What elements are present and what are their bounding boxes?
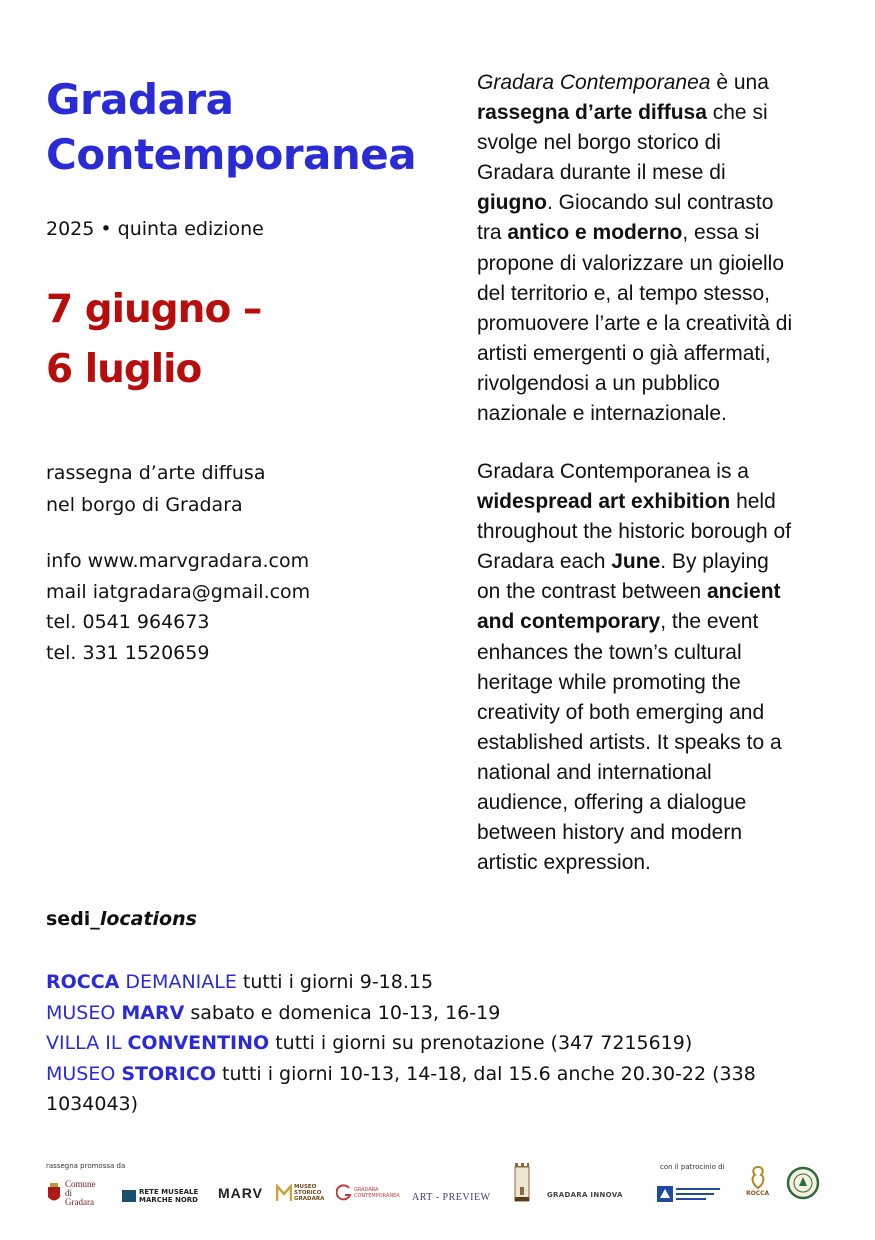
en-bold-fragment: widespread art exhibition (477, 490, 731, 514)
it-bold-fragment: rassegna d’arte diffusa (477, 101, 707, 125)
comune-gradara-logo (46, 1180, 101, 1207)
location-name-part: MUSEO (46, 1062, 122, 1085)
seal-patronage-logo (786, 1166, 820, 1200)
marv-logo (218, 1185, 263, 1201)
gc-logo-line-1: GRADARA (354, 1187, 379, 1193)
museo-logo-line-3: GRADARA (294, 1196, 325, 1202)
it-line: svolge nel borgo storico di (477, 131, 721, 155)
it-line: promuovere l’arte e la creatività di (477, 311, 793, 335)
location-hours: tutti i giorni su prenotazione (347 7215619) (269, 1032, 693, 1054)
it-line: nazionale e internazionale. (477, 402, 727, 426)
en-text-fragment: on the contrast between (477, 580, 707, 604)
rocca-logo-text: ROCCA (746, 1190, 770, 1197)
comune-logo-text: Comune di Gradara (65, 1179, 96, 1207)
it-text-fragment: è una (710, 71, 769, 94)
en-bold-fragment: and contemporary (477, 610, 661, 634)
location-hours: tutti i giorni 10-13, 14-18, dal 15.6 anche 20.30-22 (338 1034043) (46, 1062, 756, 1115)
tower-logo (512, 1163, 532, 1203)
it-bold-fragment: antico e moderno (507, 221, 683, 245)
it-line: propone di valorizzare un gioiello (477, 251, 785, 275)
art-preview-logo (412, 1192, 491, 1203)
gradara-contemporanea-logo (336, 1184, 400, 1202)
locations-list (46, 967, 836, 1120)
locations-heading-italic: locations (99, 908, 197, 930)
it-text-fragment: che si (706, 101, 768, 125)
contact-phone-2: tel. 331 1520659 (46, 641, 210, 664)
it-line: Gradara durante il mese di (477, 161, 726, 185)
it-text-fragment: , essa si (682, 221, 760, 245)
en-text-fragment: Gradara each (477, 550, 612, 574)
en-line: between history and modern (477, 821, 742, 845)
seal-icon (786, 1166, 820, 1200)
dates-line-1: 7 giugno – (46, 287, 262, 332)
innova-logo-text: GRADARA INNOVA (547, 1191, 623, 1199)
location-hours: tutti i giorni 9-18.15 (236, 971, 434, 993)
gc-logo-line-2: CONTEMPORANEA (354, 1193, 400, 1199)
marv-logo-text: MARV (218, 1185, 263, 1201)
location-conventino (46, 1028, 836, 1059)
gradara-innova-logo (547, 1191, 623, 1199)
en-bold-fragment: ancient (707, 580, 781, 604)
location-museo-storico (46, 1059, 836, 1120)
it-line: rivolgendosi a un pubblico (477, 371, 720, 395)
en-line: throughout the historic borough of (477, 520, 792, 544)
en-line: enhances the town’s cultural (477, 640, 742, 664)
location-name-part: VILLA IL (46, 1032, 128, 1054)
regione-patronage-logo (657, 1184, 723, 1204)
page-title (46, 72, 446, 182)
patronage-label: con il patrocinio di (660, 1163, 725, 1171)
edition-label: 2025 • quinta edizione (46, 218, 264, 240)
contact-info (46, 546, 310, 668)
rocca-patronage-logo (746, 1166, 769, 1197)
en-text-fragment: held (730, 490, 776, 514)
title-line-1: Gradara (46, 75, 234, 124)
title-line-2: Contemporanea (46, 130, 417, 179)
location-hours: sabato e domenica 10-13, 16-19 (184, 1001, 501, 1024)
rete-museale-logo (122, 1188, 198, 1204)
art-preview-text: ART - PREVIEW (412, 1192, 491, 1203)
location-marv (46, 998, 836, 1029)
it-event-name: Gradara Contemporanea (477, 71, 711, 94)
english-description (477, 457, 837, 878)
it-line: artisti emergenti o già affermati, (477, 341, 771, 365)
location-name-part: DEMANIALE (119, 971, 237, 993)
tagline (46, 457, 265, 521)
locations-heading-bold: sedi_ (46, 908, 100, 930)
museo-storico-logo (276, 1184, 324, 1202)
en-line: heritage while promoting the (477, 670, 741, 694)
contact-website[interactable]: info www.marvgradara.com (46, 550, 310, 572)
en-line: established artists. It speaks to a (477, 730, 782, 754)
museo-logo-line-1: MUSEO (294, 1184, 317, 1190)
location-name-bold: CONVENTINO (127, 1032, 270, 1054)
promoted-by-label: rassegna promossa da (46, 1162, 126, 1170)
en-bold-fragment: June (611, 550, 661, 574)
en-line: Gradara Contemporanea is a (477, 460, 749, 483)
museo-m-icon (276, 1184, 292, 1202)
rocca-crest-icon (749, 1166, 767, 1190)
en-text-fragment: . By playing (660, 550, 769, 574)
it-text-fragment: . Giocando sul contrasto (546, 191, 774, 215)
italian-description (477, 68, 837, 429)
en-line: national and international (477, 760, 712, 784)
contact-phone-1: tel. 0541 964673 (46, 611, 210, 633)
location-rocca (46, 967, 836, 998)
event-dates (46, 280, 261, 400)
rete-logo-line-1: RETE MUSEALE (139, 1188, 199, 1196)
dates-line-2: 6 luglio (46, 347, 202, 392)
it-bold-fragment: giugno (477, 191, 547, 215)
locations-heading (46, 908, 197, 930)
it-text-fragment: tra (477, 221, 508, 245)
tower-icon (512, 1163, 532, 1203)
coat-of-arms-icon (46, 1183, 62, 1205)
it-line: del territorio e, al tempo stesso, (477, 281, 770, 305)
rete-logo-line-2: MARCHE NORD (139, 1196, 198, 1204)
tagline-line-1: rassegna d’arte diffusa (46, 462, 266, 484)
regione-emblem-icon (657, 1184, 723, 1204)
en-line: creativity of both emerging and (477, 700, 765, 724)
museo-logo-line-2: STORICO (294, 1190, 322, 1196)
contact-email[interactable]: mail iatgradara@gmail.com (46, 580, 311, 603)
rete-square-icon (122, 1190, 136, 1202)
location-name-bold: MARV (121, 1001, 185, 1024)
en-text-fragment: , the event (660, 610, 759, 634)
tagline-line-2: nel borgo di Gradara (46, 494, 243, 516)
en-line: artistic expression. (477, 851, 651, 875)
gc-g-icon (336, 1184, 352, 1202)
location-name-bold: ROCCA (46, 971, 120, 993)
location-name-bold: STORICO (121, 1062, 216, 1085)
en-line: audience, offering a dialogue (477, 791, 747, 815)
location-name-part: MUSEO (46, 1001, 122, 1024)
